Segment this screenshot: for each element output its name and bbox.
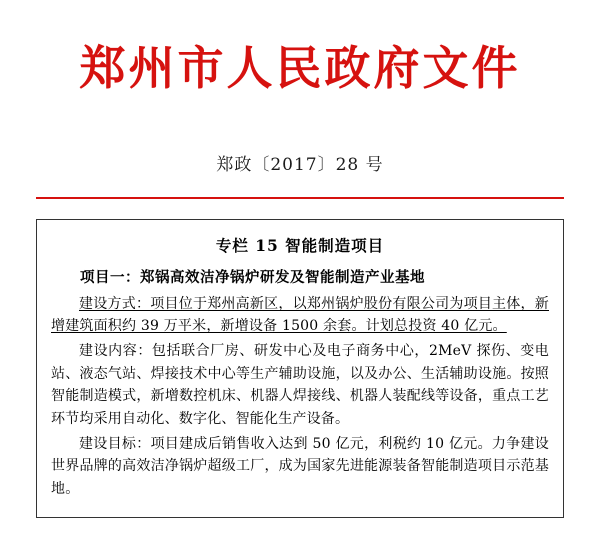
document-number: 郑政〔2017〕28 号 [216, 154, 384, 175]
paragraph-construction-content: 建设内容：包括联合厂房、研发中心及电子商务中心，2MeV 探伤、变电站、液态气站、焊接技术中心等生产辅助设施，以及办公、生活辅助设施。按照智能制造模式，新增数控机床、机器人焊接线、机器人装配线等设备，重点工艺环节均采用自动化、数字化、智能化生产设备。 [51, 342, 549, 427]
paragraph-construction-method: 建设方式：项目位于郑州高新区，以郑州锅炉股份有限公司为项目主体，新增建筑面积约 39 万平米，新增设备 1500 余套。计划总投资 40 亿元。 [51, 295, 549, 335]
red-divider-rule [36, 197, 564, 199]
column-title: 专栏 15 智能制造项目 [215, 235, 385, 255]
document-title: 郑州市人民政府文件 [79, 41, 521, 95]
project-title: 项目一：郑锅高效洁净锅炉研发及智能制造产业基地 [80, 268, 425, 286]
paragraph-construction-goal: 建设目标：项目建成后销售收入达到 50 亿元，利税约 10 亿元。力争建设世界品牌的高效洁净锅炉超级工厂，成为国家先进能源装备智能制造项目示范基地。 [51, 435, 549, 497]
content-box [36, 219, 564, 518]
